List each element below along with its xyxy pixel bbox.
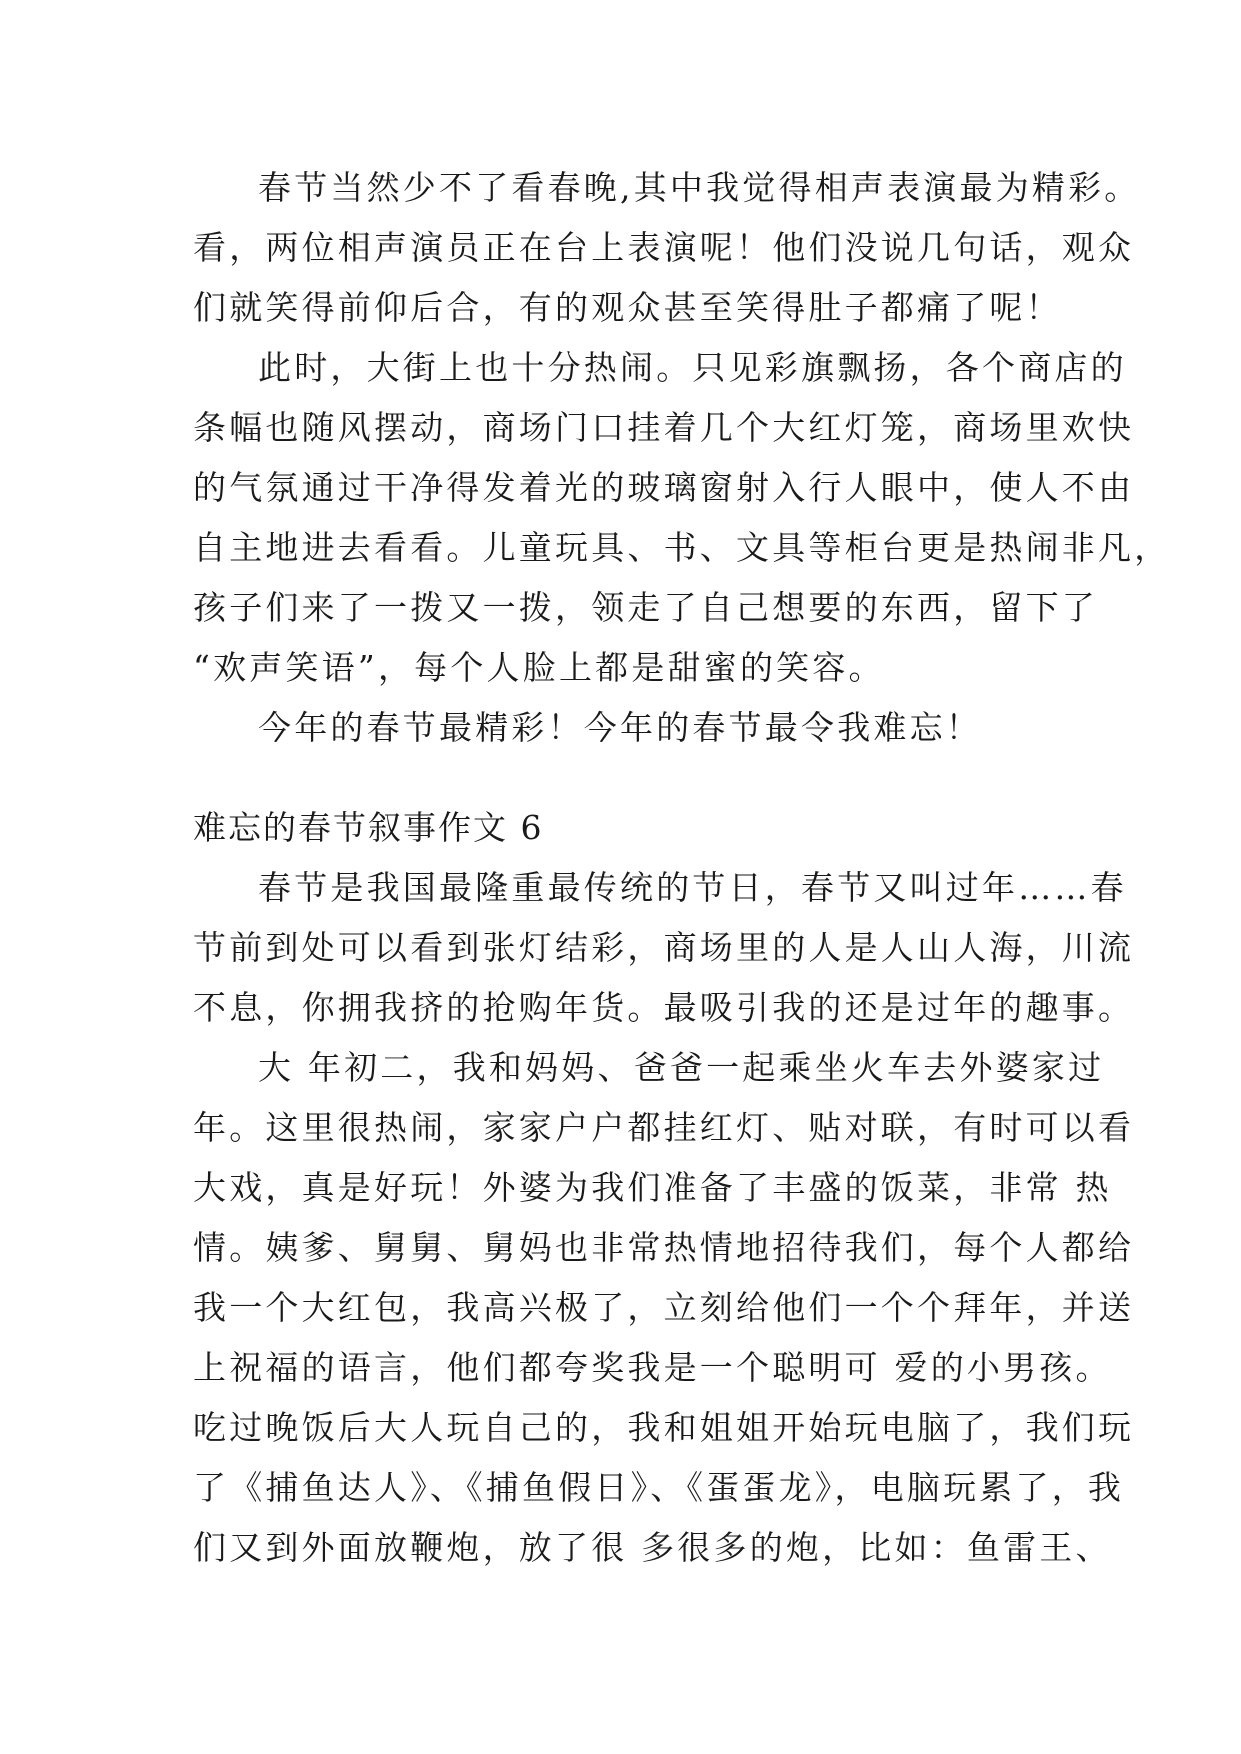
paragraph-line: 们又到外面放鞭炮，放了很 多很多的炮，比如：鱼雷王、: [193, 1528, 1112, 1567]
paragraph-line: 我一个大红包，我高兴极了，立刻给他们一个个拜年，并送: [193, 1288, 1135, 1327]
paragraph-line: 年。这里很热闹，家家户户都挂红灯、贴对联，有时可以看: [193, 1108, 1135, 1147]
paragraph-line: 节前到处可以看到张灯结彩，商场里的人是人山人海，川流: [193, 928, 1135, 967]
paragraph-line: 吃过晚饭后大人玩自己的，我和姐姐开始玩电脑了，我们玩: [193, 1408, 1135, 1447]
section-title: 难忘的春节叙事作文 6: [193, 808, 544, 847]
paragraph-line: 了《捕鱼达人》、《捕鱼假日》、《蛋蛋龙》，电脑玩累了，我: [193, 1468, 1125, 1507]
paragraph-line: 不息，你拥我挤的抢购年货。最吸引我的还是过年的趣事。: [193, 988, 1135, 1027]
paragraph-line: 的气氛通过干净得发着光的玻璃窗射入行人眼中，使人不由: [193, 468, 1135, 507]
paragraph-line: 孩子们来了一拨又一拨，领走了自己想要的东西，留下了: [193, 588, 1098, 627]
paragraph-line: 春节当然少不了看春晚,其中我觉得相声表演最为精彩。: [258, 168, 1141, 207]
paragraph-line: 看，两位相声演员正在台上表演呢！他们没说几句话，观众: [193, 228, 1135, 267]
paragraph-line: 们就笑得前仰后合，有的观众甚至笑得肚子都痛了呢！: [193, 288, 1062, 327]
paragraph-line: 春节是我国最隆重最传统的节日，春节又叫过年……春: [258, 868, 1127, 907]
paragraph-line: 自主地进去看看。儿童玩具、书、文具等柜台更是热闹非凡，: [193, 528, 1171, 567]
paragraph-line: 上祝福的语言，他们都夸奖我是一个聪明可 爱的小男孩。: [193, 1348, 1112, 1387]
paragraph-line: “欢声笑语”，每个人脸上都是甜蜜的笑容。: [193, 648, 885, 687]
paragraph-line: 大 年初二，我和妈妈、爸爸一起乘坐火车去外婆家过: [258, 1048, 1105, 1087]
paragraph-line: 大戏，真是好玩！外婆为我们准备了丰盛的饭菜，非常 热: [193, 1168, 1112, 1207]
paragraph-line: 今年的春节最精彩！今年的春节最令我难忘！: [258, 708, 982, 747]
paragraph-line: 此时，大街上也十分热闹。只见彩旗飘扬，各个商店的: [258, 348, 1127, 387]
paragraph-line: 情。姨爹、舅舅、舅妈也非常热情地招待我们，每个人都给: [193, 1228, 1135, 1267]
paragraph-line: 条幅也随风摆动，商场门口挂着几个大红灯笼，商场里欢快: [193, 408, 1135, 447]
